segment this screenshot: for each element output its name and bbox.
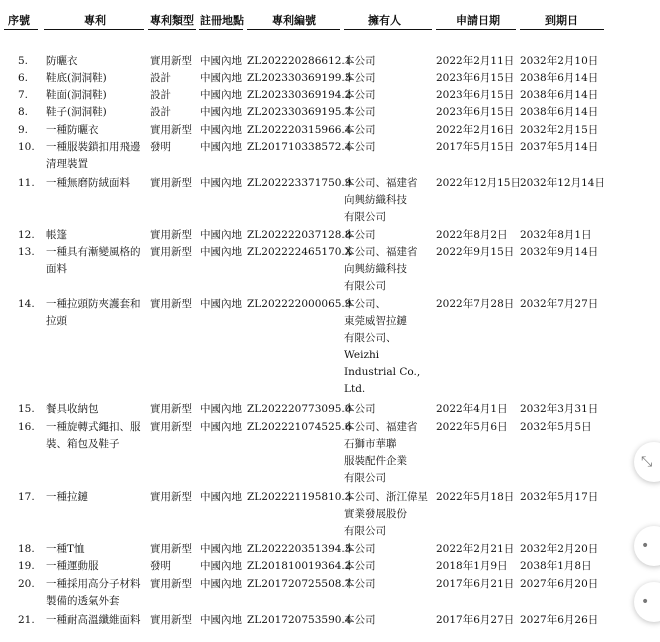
cell-patent-line: 一種防曬衣 (46, 124, 99, 136)
cell-region: 中國內地 (200, 106, 242, 118)
cell-owner-line: 實業發展股份 (344, 508, 407, 520)
cell-no: 9. (18, 124, 29, 136)
cell-owner-line: 本公司 (344, 578, 376, 590)
header-region: 註冊地點 (200, 14, 244, 27)
cell-apply-date: 2022年2月11日 (436, 55, 515, 67)
cell-owner-line: 本公司 (344, 543, 376, 555)
cell-owner-line: 向興紡織科技 (344, 194, 407, 206)
cell-no: 6. (18, 72, 29, 84)
cell-no: 17. (18, 491, 35, 503)
cell-patent-line: 一種具有漸變風格的 (46, 246, 141, 258)
cell-expiry-date: 2032年12月14日 (520, 177, 605, 189)
cell-apply-date: 2017年6月21日 (436, 578, 515, 590)
cell-patent (46, 227, 67, 244)
cell-owner (344, 612, 376, 629)
cell-owner (344, 139, 376, 156)
cell-expiry-date: 2032年8月1日 (520, 229, 592, 241)
cell-no: 15. (18, 403, 35, 415)
cell-region: 中國內地 (200, 177, 242, 189)
cell-owner (344, 401, 376, 418)
cell-owner-line: 石獅市華聯 (344, 438, 397, 450)
cell-owner-line: 有限公司 (344, 211, 386, 223)
cell-number: ZL202330369194.2 (247, 89, 352, 101)
cell-number: ZL202221074525.6 (247, 421, 352, 433)
cell-patent (46, 139, 141, 173)
cell-patent-line: 一種拉鏈 (46, 491, 88, 503)
cell-owner-line: 向興紡織科技 (344, 263, 407, 275)
cell-owner (344, 227, 376, 244)
cell-number: ZL202330369199.5 (247, 72, 352, 84)
cell-patent (46, 612, 141, 629)
cell-expiry-date: 2032年2月20日 (520, 543, 599, 555)
cell-number: ZL201720753590.4 (247, 614, 352, 626)
cell-no: 11. (18, 177, 35, 189)
cell-owner-line: 本公司 (344, 55, 376, 67)
cell-expiry-date: 2038年6月14日 (520, 106, 599, 118)
cell-owner-line: 有限公司 (344, 525, 386, 537)
header-no: 序號 (8, 14, 30, 27)
cell-expiry-date: 2032年5月5日 (520, 421, 592, 433)
cell-region: 中國內地 (200, 89, 242, 101)
cell-apply-date: 2023年6月15日 (436, 106, 515, 118)
cell-patent-line: 餐具收納包 (46, 403, 99, 415)
cell-patent-line: 清理裝置 (46, 158, 88, 170)
cell-patent-line: 一種耐高溫纖維面料 (46, 614, 141, 626)
cell-number: ZL202220286612.1 (247, 55, 352, 67)
cell-patent (46, 175, 130, 192)
cell-owner (344, 175, 418, 226)
cell-region: 中國內地 (200, 614, 242, 626)
cell-patent-line: 鞋子(洞洞鞋) (46, 106, 107, 118)
cell-region: 中國內地 (200, 543, 242, 555)
cell-patent (46, 53, 78, 70)
cell-patent (46, 541, 85, 558)
header-patent: 專利 (84, 14, 106, 27)
cell-patent-line: 防曬衣 (46, 55, 78, 67)
cell-no: 10. (18, 141, 35, 153)
cell-type: 實用新型 (150, 246, 192, 258)
cell-type: 實用新型 (150, 124, 192, 136)
cell-owner-line: 本公司 (344, 614, 376, 626)
cell-owner-line: 有限公司、 (344, 332, 397, 344)
cell-patent-line: 拉頭 (46, 315, 67, 327)
cell-patent-line: 一種採用高分子材料 (46, 578, 141, 590)
cell-patent-line: 一種旋轉式繩扣、服 (46, 421, 141, 433)
cell-region: 中國內地 (200, 141, 242, 153)
cell-apply-date: 2017年6月27日 (436, 614, 515, 626)
cell-owner (344, 296, 420, 398)
cell-number: ZL202330369195.7 (247, 106, 352, 118)
cell-patent (46, 296, 141, 330)
cell-number: ZL201810019364.2 (247, 560, 352, 572)
cell-owner (344, 87, 376, 104)
cell-type: 實用新型 (150, 403, 192, 415)
cell-owner-line: Weizhi (344, 349, 380, 361)
cell-region: 中國內地 (200, 72, 242, 84)
header-owner: 擁有人 (368, 14, 401, 27)
cell-patent (46, 576, 141, 610)
cell-number: ZL202220315966.4 (247, 124, 352, 136)
cell-region: 中國內地 (200, 229, 242, 241)
cell-type: 實用新型 (150, 543, 192, 555)
cell-expiry-date: 2032年3月31日 (520, 403, 599, 415)
cell-number: ZL202222465170.X (247, 246, 353, 258)
cell-patent-line: 一種無磨防絨面料 (46, 177, 130, 189)
cell-type: 實用新型 (150, 298, 192, 310)
cell-patent (46, 104, 107, 121)
cell-apply-date: 2022年4月1日 (436, 403, 508, 415)
cell-number: ZL202223371750.9 (247, 177, 352, 189)
cell-expiry-date: 2038年6月14日 (520, 72, 599, 84)
cell-owner-line: Ltd. (344, 383, 366, 395)
dot-icon: • (641, 538, 650, 554)
cell-apply-date: 2017年5月15日 (436, 141, 515, 153)
cell-owner (344, 53, 376, 70)
cell-region: 中國內地 (200, 421, 242, 433)
cell-expiry-date: 2032年9月14日 (520, 246, 599, 258)
cell-number: ZL201710338572.4 (247, 141, 352, 153)
cell-number: ZL202220351394.5 (247, 543, 352, 555)
cell-type: 實用新型 (150, 55, 192, 67)
cell-patent-line: 鞋底(洞洞鞋) (46, 72, 107, 84)
cell-apply-date: 2022年12月15日 (436, 177, 521, 189)
cell-no: 19. (18, 560, 35, 572)
cell-apply-date: 2022年7月28日 (436, 298, 515, 310)
cell-region: 中國內地 (200, 560, 242, 572)
cell-owner-line: 東莞威智拉鏈 (344, 315, 407, 327)
cell-no: 16. (18, 421, 35, 433)
cell-expiry-date: 2032年2月10日 (520, 55, 599, 67)
cell-patent-line: 製備的透氣外套 (46, 595, 120, 607)
cell-type: 發明 (150, 560, 171, 572)
cell-apply-date: 2022年2月21日 (436, 543, 515, 555)
cell-expiry-date: 2037年5月14日 (520, 141, 599, 153)
cell-owner-line: 本公司、福建省 (344, 421, 418, 433)
cell-owner (344, 576, 376, 593)
cell-region: 中國內地 (200, 491, 242, 503)
cell-expiry-date: 2032年5月17日 (520, 491, 599, 503)
cell-owner-line: 本公司 (344, 89, 376, 101)
cell-patent (46, 558, 99, 575)
cell-type: 實用新型 (150, 614, 192, 626)
cell-expiry-date: 2027年6月20日 (520, 578, 599, 590)
cell-apply-date: 2023年6月15日 (436, 89, 515, 101)
cell-owner-line: 本公司 (344, 106, 376, 118)
cell-region: 中國內地 (200, 55, 242, 67)
cell-type: 實用新型 (150, 229, 192, 241)
cell-owner-line: 本公司、 (344, 298, 386, 310)
header-number: 專利編號 (272, 14, 316, 27)
cell-region: 中國內地 (200, 124, 242, 136)
cell-owner (344, 244, 418, 295)
cell-no: 20. (18, 578, 35, 590)
cell-owner (344, 70, 376, 87)
cell-region: 中國內地 (200, 403, 242, 415)
cell-patent (46, 244, 141, 278)
cell-patent-line: 一種拉頭防夾護套和 (46, 298, 141, 310)
cell-owner-line: Industrial Co., (344, 366, 421, 378)
cell-patent (46, 489, 88, 506)
cell-patent (46, 70, 107, 87)
cell-apply-date: 2022年9月15日 (436, 246, 515, 258)
cell-patent-line: 一種服裝鎖扣用飛邊 (46, 141, 141, 153)
cell-region: 中國內地 (200, 578, 242, 590)
cell-patent-line: 一種運動服 (46, 560, 99, 572)
cell-owner (344, 558, 376, 575)
cell-owner-line: 本公司 (344, 124, 376, 136)
cell-no: 7. (18, 89, 29, 101)
header-expiry-date: 到期日 (545, 14, 578, 27)
cell-patent (46, 122, 99, 139)
cell-owner (344, 104, 376, 121)
cell-region: 中國內地 (200, 246, 242, 258)
cell-type: 實用新型 (150, 578, 192, 590)
cell-owner-line: 本公司 (344, 141, 376, 153)
cell-owner (344, 489, 428, 540)
cell-no: 12. (18, 229, 35, 241)
cell-apply-date: 2022年2月16日 (436, 124, 515, 136)
cell-no: 13. (18, 246, 35, 258)
cell-apply-date: 2022年5月6日 (436, 421, 508, 433)
cell-number: ZL202221195810.3 (247, 491, 352, 503)
cell-owner-line: 本公司、浙江偉星 (344, 491, 428, 503)
cell-owner (344, 419, 418, 487)
cell-expiry-date: 2038年6月14日 (520, 89, 599, 101)
collapse-arrows-icon: ⤡ (641, 454, 653, 470)
cell-patent (46, 401, 99, 418)
cell-type: 實用新型 (150, 491, 192, 503)
cell-expiry-date: 2032年2月15日 (520, 124, 599, 136)
cell-no: 8. (18, 106, 29, 118)
header-type: 專利類型 (150, 14, 194, 27)
cell-owner-line: 服裝配件企業 (344, 455, 407, 467)
cell-owner (344, 122, 376, 139)
cell-owner-line: 本公司 (344, 403, 376, 415)
cell-region: 中國內地 (200, 298, 242, 310)
cell-no: 21. (18, 614, 35, 626)
cell-type: 設計 (150, 72, 171, 84)
cell-type: 實用新型 (150, 177, 192, 189)
cell-number: ZL201720725508.7 (247, 578, 352, 590)
cell-patent-line: 帳篷 (46, 229, 67, 241)
cell-type: 設計 (150, 106, 171, 118)
cell-apply-date: 2018年1月9日 (436, 560, 508, 572)
header-apply-date: 申請日期 (456, 14, 500, 27)
cell-no: 5. (18, 55, 29, 67)
cell-number: ZL202220773095.0 (247, 403, 352, 415)
cell-patent-line: 一種T恤 (46, 543, 85, 555)
cell-expiry-date: 2038年1月8日 (520, 560, 592, 572)
cell-owner (344, 541, 376, 558)
cell-patent-line: 鞋面(洞洞鞋) (46, 89, 107, 101)
cell-no: 18. (18, 543, 35, 555)
cell-type: 發明 (150, 141, 171, 153)
cell-owner-line: 本公司、福建省 (344, 246, 418, 258)
cell-number: ZL202222037128.8 (247, 229, 352, 241)
cell-type: 實用新型 (150, 421, 192, 433)
cell-type: 設計 (150, 89, 171, 101)
cell-patent-line: 裝、箱包及鞋子 (46, 438, 120, 450)
cell-patent-line: 面料 (46, 263, 67, 275)
cell-owner-line: 本公司 (344, 560, 376, 572)
cell-expiry-date: 2032年7月27日 (520, 298, 599, 310)
cell-number: ZL202222000065.9 (247, 298, 352, 310)
cell-owner-line: 有限公司 (344, 280, 386, 292)
cell-owner-line: 本公司、福建省 (344, 177, 418, 189)
cell-patent (46, 419, 141, 453)
cell-apply-date: 2022年5月18日 (436, 491, 515, 503)
cell-expiry-date: 2027年6月26日 (520, 614, 599, 626)
cell-patent (46, 87, 107, 104)
cell-owner-line: 本公司 (344, 72, 376, 84)
dot-icon: • (641, 594, 650, 610)
cell-owner-line: 有限公司 (344, 472, 386, 484)
cell-no: 14. (18, 298, 35, 310)
cell-apply-date: 2023年6月15日 (436, 72, 515, 84)
cell-owner-line: 本公司 (344, 229, 376, 241)
cell-apply-date: 2022年8月2日 (436, 229, 508, 241)
